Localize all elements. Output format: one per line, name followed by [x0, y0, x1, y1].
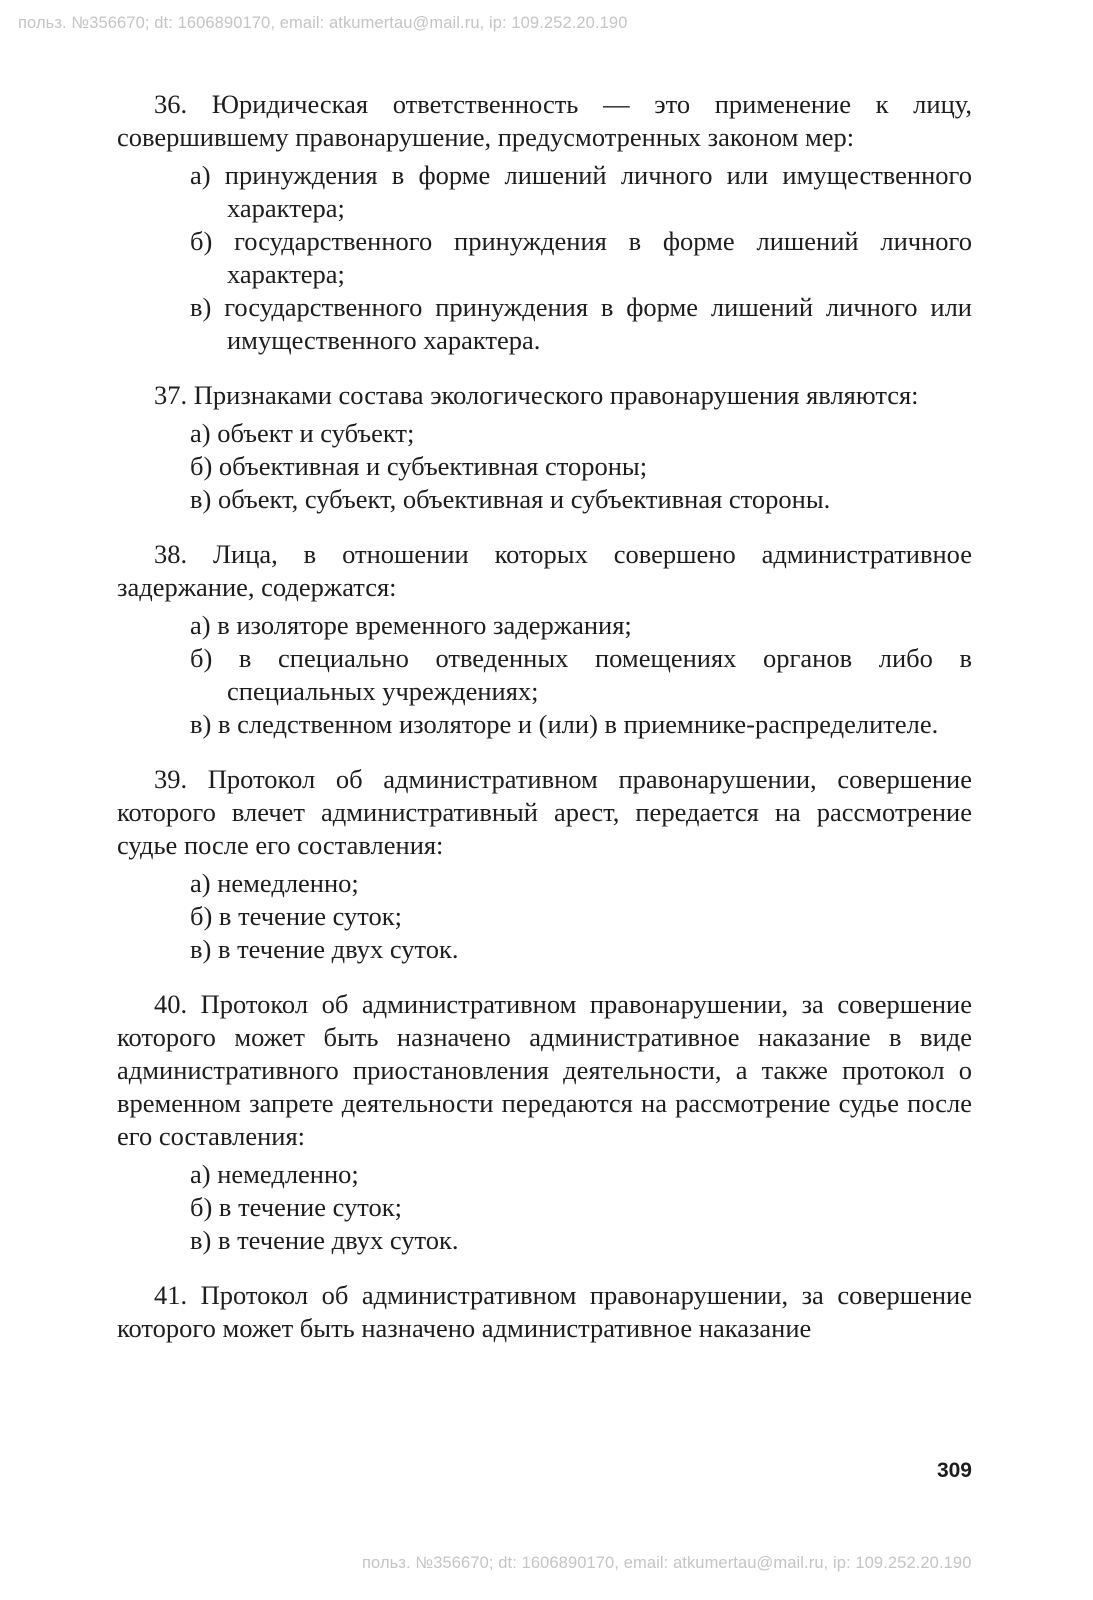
answer-options — [117, 609, 972, 741]
answer-option: б) в течение суток; — [190, 901, 402, 931]
answer-options — [117, 417, 972, 516]
question-text: 40. Протокол об административном правонарушении, за совершение которого может быть назначено административное наказание в виде административного приостановления деятельности, а также протокол о временном запрете деятельности передаются на рассмотрение судье после его составления: — [117, 989, 972, 1151]
answer-option: в) в течение двух суток. — [190, 1225, 459, 1255]
question-text: 39. Протокол об административном правонарушении, совершение которого влечет административный арест, передается на рассмотрение судье после его составления: — [117, 764, 972, 860]
answer-options — [117, 867, 972, 966]
answer-options — [117, 1158, 972, 1257]
answer-option: а) объект и субъект; — [190, 418, 415, 448]
answer-option: б) в специально отведенных помещениях органов либо в специальных учреждениях; — [190, 643, 972, 706]
answer-option: в) в следственном изоляторе и (или) в приемнике-распределителе. — [190, 709, 939, 739]
answer-option: в) объект, субъект, объективная и субъективная стороны. — [190, 484, 831, 514]
question-37 — [117, 379, 972, 516]
answer-option: б) государственного принуждения в форме лишений личного характера; — [190, 226, 972, 289]
question-text: 36. Юридическая ответственность — это применение к лицу, совершившему правонарушение, предусмотренных законом мер: — [117, 89, 972, 152]
question-40 — [117, 988, 972, 1257]
question-text: 41. Протокол об административном правонарушении, за совершение которого может быть назначено административное наказание — [117, 1280, 972, 1343]
answer-option: а) немедленно; — [190, 868, 359, 898]
answer-option: а) немедленно; — [190, 1159, 359, 1189]
answer-option: в) в течение двух суток. — [190, 934, 459, 964]
answer-option: а) принуждения в форме лишений личного или имущественного характера; — [190, 160, 972, 223]
answer-option: б) объективная и субъективная стороны; — [190, 451, 648, 481]
question-39 — [117, 763, 972, 966]
answer-option: в) государственного принуждения в форме лишений личного или имущественного характера. — [190, 292, 972, 355]
question-36 — [117, 88, 972, 357]
answer-options — [117, 159, 972, 357]
question-text: 37. Признаками состава экологического правонарушения являются: — [154, 380, 919, 410]
answer-option: а) в изоляторе временного задержания; — [190, 610, 632, 640]
question-38 — [117, 538, 972, 741]
watermark-bottom: польз. №356670; dt: 1606890170, email: atkumertau@mail.ru, ip: 109.252.20.190 — [362, 1554, 972, 1572]
page-number: 309 — [936, 1459, 972, 1482]
page-content — [117, 88, 972, 1367]
watermark-top: польз. №356670; dt: 1606890170, email: atkumertau@mail.ru, ip: 109.252.20.190 — [18, 14, 628, 32]
question-text: 38. Лица, в отношении которых совершено административное задержание, содержатся: — [117, 539, 972, 602]
answer-option: б) в течение суток; — [190, 1192, 402, 1222]
question-41 — [117, 1279, 972, 1345]
